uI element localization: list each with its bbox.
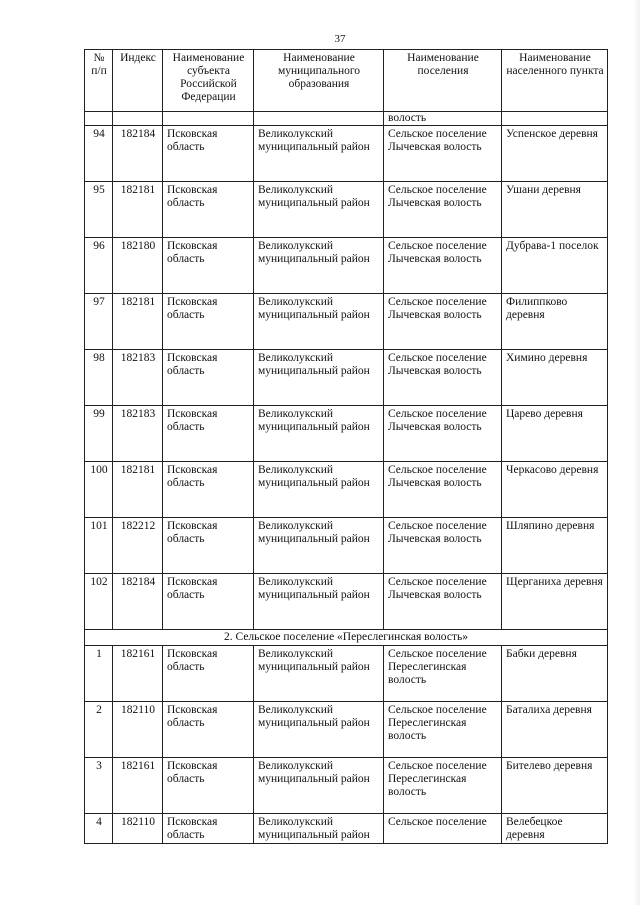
cell-settlement: Сельское поселение Переслегинская волость (384, 646, 502, 702)
cell-municipality: Великолукский муниципальный район (254, 758, 384, 814)
header-index: Индекс (113, 50, 163, 112)
cell-index: 182181 (113, 182, 163, 238)
cell-municipality: Великолукский муниципальный район (254, 646, 384, 702)
cell-number: 2 (85, 702, 113, 758)
cell-index: 182184 (113, 574, 163, 630)
cell-subject: Псковская область (163, 462, 254, 518)
cell-index: 182184 (113, 126, 163, 182)
cell-subject: Псковская область (163, 758, 254, 814)
table-row (85, 350, 608, 406)
cell-index: 182181 (113, 462, 163, 518)
cell-subject: Псковская область (163, 182, 254, 238)
cell-municipality: Великолукский муниципальный район (254, 702, 384, 758)
cell-settlement: Сельское поселение (384, 814, 502, 844)
cell-number: 100 (85, 462, 113, 518)
cell-locality: Химино деревня (502, 350, 608, 406)
cell-number: 95 (85, 182, 113, 238)
cell-settlement: Сельское поселение Лычевская волость (384, 518, 502, 574)
cell-locality: Баталиха деревня (502, 702, 608, 758)
cell-index: 182110 (113, 702, 163, 758)
table-row (85, 462, 608, 518)
cell-subject: Псковская область (163, 350, 254, 406)
cell-settlement: Сельское поселение Лычевская волость (384, 294, 502, 350)
cell-number: 3 (85, 758, 113, 814)
continuation-row (85, 112, 608, 126)
cell-municipality: Великолукский муниципальный район (254, 294, 384, 350)
cell-municipality: Великолукский муниципальный район (254, 462, 384, 518)
cell-subject: Псковская область (163, 294, 254, 350)
cell-municipality: Великолукский муниципальный район (254, 814, 384, 844)
cell-settlement: Сельское поселение Лычевская волость (384, 182, 502, 238)
cell-subject: Псковская область (163, 518, 254, 574)
table-row (85, 702, 608, 758)
header-row (85, 50, 608, 112)
cell-number: 96 (85, 238, 113, 294)
cell-locality: Шляпино деревня (502, 518, 608, 574)
cell-municipality: Великолукский муниципальный район (254, 238, 384, 294)
table-row (85, 238, 608, 294)
cell-locality: Ушани деревня (502, 182, 608, 238)
cell-locality: Бителево деревня (502, 758, 608, 814)
cell-municipality: Великолукский муниципальный район (254, 182, 384, 238)
cell-subject: Псковская область (163, 702, 254, 758)
cell-index: 182110 (113, 814, 163, 844)
cell-index: 182161 (113, 646, 163, 702)
cell-municipality: Великолукский муниципальный район (254, 126, 384, 182)
cell-number: 97 (85, 294, 113, 350)
cell-locality: Филиппково деревня (502, 294, 608, 350)
table-row (85, 126, 608, 182)
cell-subject: Псковская область (163, 814, 254, 844)
cell-index: 182183 (113, 406, 163, 462)
continuation-settlement: волость (384, 112, 502, 126)
cell-number: 94 (85, 126, 113, 182)
cell-index: 182180 (113, 238, 163, 294)
cell-number: 98 (85, 350, 113, 406)
table-row (85, 294, 608, 350)
cell-number: 99 (85, 406, 113, 462)
cell-locality: Велебецкое деревня (502, 814, 608, 844)
cell-settlement: Сельское поселение Лычевская волость (384, 574, 502, 630)
section-title: 2. Сельское поселение «Переслегинская волость» (85, 630, 608, 646)
cell-settlement: Сельское поселение Лычевская волость (384, 462, 502, 518)
cell-subject: Псковская область (163, 406, 254, 462)
cell-subject: Псковская область (163, 574, 254, 630)
cell-settlement: Сельское поселение Лычевская волость (384, 238, 502, 294)
table-row (85, 758, 608, 814)
cell-number: 101 (85, 518, 113, 574)
cell-locality: Щерганиха деревня (502, 574, 608, 630)
cell-number: 1 (85, 646, 113, 702)
cell-municipality: Великолукский муниципальный район (254, 518, 384, 574)
table-row (85, 814, 608, 844)
table-row (85, 646, 608, 702)
cell-subject: Псковская область (163, 126, 254, 182)
cell-municipality: Великолукский муниципальный район (254, 406, 384, 462)
cell-index: 182161 (113, 758, 163, 814)
cell-number: 4 (85, 814, 113, 844)
page-number: 37 (334, 33, 346, 45)
header-locality: Наименование населенного пункта (502, 50, 608, 112)
header-municipality: Наименование муниципального образования (254, 50, 384, 112)
cell-settlement: Сельское поселение Лычевская волость (384, 350, 502, 406)
cell-locality: Успенское деревня (502, 126, 608, 182)
cell-locality: Бабки деревня (502, 646, 608, 702)
table-row (85, 518, 608, 574)
cell-subject: Псковская область (163, 646, 254, 702)
table-row (85, 574, 608, 630)
cell-settlement: Сельское поселение Лычевская волость (384, 406, 502, 462)
cell-settlement: Сельское поселение Переслегинская волость (384, 758, 502, 814)
header-settlement: Наименование поселения (384, 50, 502, 112)
table-row (85, 182, 608, 238)
cell-locality: Черкасово деревня (502, 462, 608, 518)
localities-table (84, 49, 608, 844)
cell-settlement: Сельское поселение Лычевская волость (384, 126, 502, 182)
header-subject: Наименование субъекта Российской Федерации (163, 50, 254, 112)
cell-index: 182212 (113, 518, 163, 574)
scan-edge (633, 0, 640, 905)
section-row (85, 630, 608, 646)
cell-settlement: Сельское поселение Переслегинская волость (384, 702, 502, 758)
cell-subject: Псковская область (163, 238, 254, 294)
cell-index: 182181 (113, 294, 163, 350)
cell-index: 182183 (113, 350, 163, 406)
table-row (85, 406, 608, 462)
cell-number: 102 (85, 574, 113, 630)
cell-locality: Царево деревня (502, 406, 608, 462)
cell-locality: Дубрава-1 поселок (502, 238, 608, 294)
header-number: № п/п (85, 50, 113, 112)
cell-municipality: Великолукский муниципальный район (254, 574, 384, 630)
cell-municipality: Великолукский муниципальный район (254, 350, 384, 406)
